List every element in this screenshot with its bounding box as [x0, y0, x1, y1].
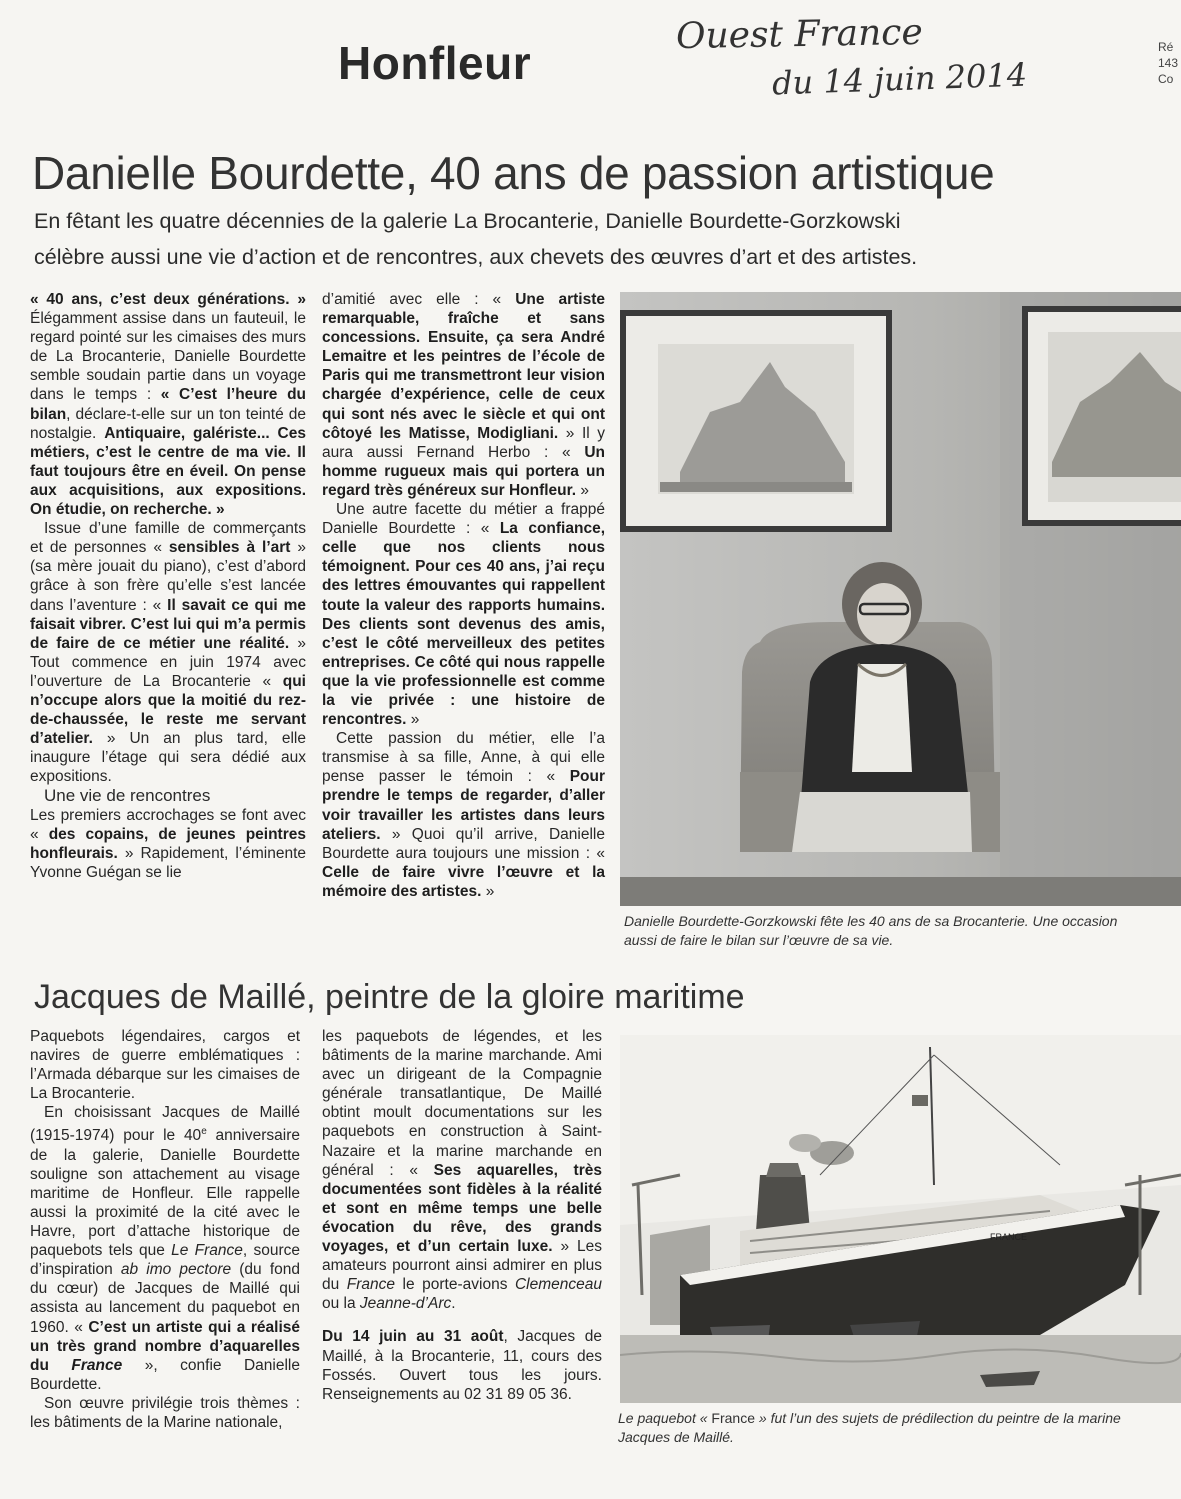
edge-text-3: Co	[1158, 72, 1174, 86]
article2-column-1	[30, 1027, 300, 1432]
ship-painting-photo	[620, 1035, 1181, 1403]
article2-col2-paragraph-2: Du 14 juin au 31 août, Jacques de Maillé, à la Brocanterie, 11, cours des Fossés. Ouvert tous les jours. Renseignements au 02 31 89 05 36.	[322, 1328, 602, 1403]
article2-col2-paragraph-1: les paquebots de légendes, et les bâtiments de la marine marchande. Ami avec un dirigeant de la Compagnie générale transatlantique, De Maillé obtint moult documentations sur les paquebots en construction à Saint-Nazaire et la marine marchande en général : « Ses aquarelles, très documentées sont fidèles à la réalité et sont en même temps une belle évocation du rêve, des grands voyages, et d’un certain luxe. » Les amateurs pourront ainsi admirer en plus du France le porte-avions Clemenceau ou la Jeanne-d’Arc.	[322, 1028, 602, 1313]
ship-painting-illustration	[620, 1035, 1181, 1403]
article1-col2-paragraph-3: Cette passion du métier, elle l’a transmise à sa fille, Anne, à qui elle pense passer le témoin : « Pour prendre le temps de regarder, d’aller voir travailler les artistes dans leurs ateliers. » Quoi qu’il arrive, Danielle Bourdette aura toujours une mission : « Celle de faire vivre l’œuvre et la mémoire des artistes. »	[322, 730, 605, 900]
photo1-caption-line2: aussi de faire le bilan sur l’œuvre de sa vie.	[624, 932, 894, 948]
article1-col1-paragraph-1: « 40 ans, c’est deux générations. » Élégamment assise dans un fauteuil, le regard pointé sur les cimaises des murs de La Brocanterie, Danielle Bourdette semble soudain partie dans un voyage dans le temps : « C’est l’heure du bilan, déclare-t-elle sur un ton teinté de nostalgie. Antiquaire, galériste... Ces métiers, c’est le centre de ma vie. Il faut toujours être en éveil. On pense aux acquisitions, aux expositions. On étudie, on recherche. »	[30, 291, 306, 519]
article2-col1-paragraph-3: Son œuvre privilégie trois thèmes : les bâtiments de la Marine nationale,	[30, 1394, 300, 1432]
photo2-caption-line1: Le paquebot « France » fut l’un des sujets de prédilection du peintre de la marine	[618, 1410, 1121, 1426]
article1-subheading: Une vie de rencontres	[44, 786, 211, 806]
edge-text-2: 143	[1158, 56, 1179, 70]
article1-col1-paragraph-3: Les premiers accrochages se font avec « des copains, de jeunes peintres honfleurais. » Rapidement, l’éminente Yvonne Guégan se lie	[30, 806, 306, 881]
handwritten-date: du 14 juin 2014	[771, 55, 1028, 103]
article2-headline: Jacques de Maillé, peintre de la gloire maritime	[34, 978, 745, 1016]
article1-col2-paragraph-2: Une autre facette du métier a frappé Danielle Bourdette : « La confiance, celle que nos clients nous témoignent. Pour ces 40 ans, j’ai reçu des lettres émouvantes qui rappellent toute la valeur des rapports humains. Des clients sont devenus des amis, c’est le côté merveilleux des petites entreprises. Ce côté qui nous rappelle que la vie professionnelle est comme la vie privée : une histoire de rencontres. »	[322, 501, 605, 729]
gallery-portrait-illustration	[620, 292, 1181, 906]
article1-col1-paragraph-2: Issue d’une famille de commerçants et de personnes « sensibles à l’art » (sa mère jouait du piano), c’est d’abord grâce à son frère qu’elle s’est lancée dans l’aventure : « Il savait ce qui me faisait vibrer. C’est lui qui m’a permis de faire de ce métier une réalité. » Tout commence en juin 1974 avec l’ouverture de La Brocanterie « qui n’occupe alors que la moitié du rez-de-chaussée, le reste me servant d’atelier. » Un an plus tard, elle inaugure l’étage qui sera dédié aux expositions.	[30, 520, 307, 786]
handwritten-source: Ouest France	[675, 11, 924, 58]
article2-col1-paragraph-2: En choisissant Jacques de Maillé (1915-1974) pour le 40e anniversaire de la galerie, Danielle Bourdette souligne son attachement au visage maritime de Honfleur. Elle rappelle aussi la proximité de la cité avec le Havre, port d’attache historique de paquebots tels que Le France, source d’inspiration ab imo pectore (du fond du cœur) de Jacques de Maillé qui assista au lancement du paquebot en 1960. « C’est un artiste qui a réalisé un très grand nombre d’aquarelles du France », confie Danielle Bourdette.	[30, 1104, 300, 1393]
article1-lead-line2: célèbre aussi une vie d’action et de rencontres, aux chevets des œuvres d’art et des artistes.	[34, 245, 918, 269]
article1-column-2	[322, 290, 605, 901]
article1-lead-line1: En fêtant les quatre décennies de la galerie La Brocanterie, Danielle Bourdette-Gorzkowski	[34, 209, 901, 233]
article1-column-1	[30, 290, 306, 882]
ship-name-label: FRANCE	[990, 1232, 1028, 1242]
article1-col2-paragraph-1: d’amitié avec elle : « Une artiste remarquable, fraîche et sans concessions. Ensuite, ça sera André Lemaitre et les peintres de l’école de Paris qui me transmettront leur vision chargée d’expérience, celle de ceux qui sont nés avec le siècle et qui ont côtoyé les Matisse, Modigliani. » Il y aura aussi Fernand Herbo : « Un homme rugueux mais qui portera un regard très généreux sur Honfleur. »	[322, 291, 606, 499]
edge-text-1: Ré	[1158, 40, 1174, 54]
article2-col1-paragraph-1: Paquebots légendaires, cargos et navires de guerre emblématiques : l’Armada débarque sur les cimaises de La Brocanterie.	[30, 1028, 300, 1103]
article1-headline: Danielle Bourdette, 40 ans de passion artistique	[32, 147, 995, 199]
section-title: Honfleur	[338, 37, 532, 89]
gallery-portrait-photo	[620, 292, 1181, 906]
article2-column-2	[322, 1027, 602, 1404]
photo2-caption-line2: Jacques de Maillé.	[618, 1429, 734, 1445]
photo1-caption-line1: Danielle Bourdette-Gorzkowski fête les 40 ans de sa Brocanterie. Une occasion	[624, 913, 1118, 929]
